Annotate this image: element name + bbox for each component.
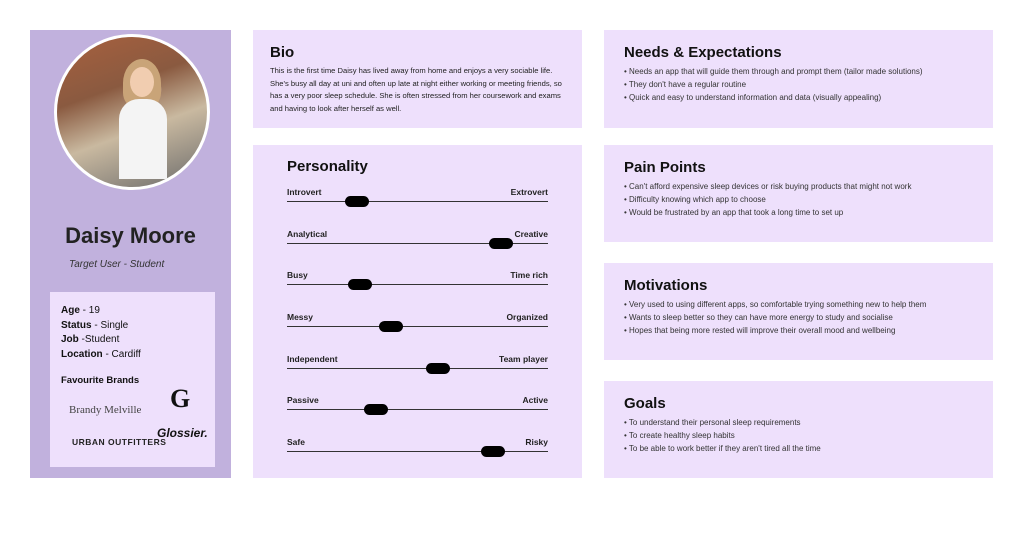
slider-track — [287, 409, 548, 410]
slider-thumb[interactable] — [489, 238, 513, 249]
list-item: • To understand their personal sleep requirements — [624, 416, 973, 429]
list-item: • Quick and easy to understand information and data (visually appealing) — [624, 91, 973, 104]
list-item: • Difficulty knowing which app to choose — [624, 193, 973, 206]
trait-right-label: Time rich — [510, 270, 548, 281]
list-item: • To be able to work better if they aren't tired all the time — [624, 442, 973, 455]
job-label: Job — [61, 334, 79, 345]
slider-thumb[interactable] — [364, 404, 388, 415]
goals-card — [604, 381, 993, 478]
slider-thumb[interactable] — [345, 196, 369, 207]
slider-thumb[interactable] — [481, 446, 505, 457]
persona-details — [50, 292, 215, 467]
trait-slider[interactable] — [287, 309, 548, 351]
trait-right-label: Extrovert — [510, 187, 548, 197]
slider-track — [287, 368, 548, 369]
slider-track — [287, 451, 548, 452]
persona-name: Daisy Moore — [65, 223, 196, 248]
trait-right-label: Active — [522, 395, 548, 406]
brand-logo-glossier: Glossier. — [157, 426, 208, 440]
trait-slider[interactable] — [287, 392, 548, 434]
status-label: Status — [61, 319, 92, 331]
list-item: • Can't afford expensive sleep devices or risk buying products that might not work — [624, 180, 973, 193]
list-item: • Hopes that being more rested will improve their overall mood and wellbeing — [624, 324, 973, 337]
trait-right-label: Risky — [525, 437, 548, 448]
trait-left-label: Analytical — [287, 228, 328, 239]
location-label: Location — [61, 348, 103, 360]
list-item: • Would be frustrated by an app that took a long time to set up — [624, 206, 973, 219]
trait-right-label: Organized — [506, 312, 548, 323]
trait-left-label: Independent — [287, 353, 338, 364]
list-item: • Needs an app that will guide them through and prompt them (tailor made solutions) — [624, 65, 973, 78]
trait-right-label: Team player — [499, 353, 548, 364]
trait-left-label: Introvert — [287, 187, 322, 197]
list-item: • They don't have a regular routine — [624, 78, 973, 91]
needs-card — [604, 30, 993, 128]
pain-points-card — [604, 145, 993, 242]
trait-left-label: Busy — [287, 270, 308, 281]
list-item: • Wants to sleep better so they can have more energy to study and socialise — [624, 311, 973, 324]
list-item: • To create healthy sleep habits — [624, 429, 973, 442]
list-item: • Very used to using different apps, so comfortable trying something new to help them — [624, 298, 973, 311]
bio-card — [253, 30, 582, 128]
profile-photo — [54, 34, 210, 190]
trait-left-label: Passive — [287, 395, 319, 406]
persona-role: Target User - Student — [69, 259, 165, 270]
trait-slider[interactable] — [287, 351, 548, 393]
brand-logo-brandy-melville: Brandy Melville — [69, 404, 142, 416]
trait-slider[interactable] — [287, 226, 548, 268]
profile-panel — [30, 30, 231, 478]
bio-title: Bio — [270, 44, 295, 61]
favourite-brands-label: Favourite Brands — [61, 375, 140, 386]
trait-slider[interactable] — [287, 434, 548, 476]
personality-card — [253, 145, 582, 478]
bio-text: This is the first time Daisy has lived away from home and enjoys a very sociable life. She's busy all day at uni and often up late at night either working or meeting friends, so has a very poor sleep schedule. She is often stressed from her coursework and exams and having to look after herself as well. — [270, 66, 562, 113]
brand-logo-urban-outfitters: URBAN OUTFITTERS — [72, 437, 167, 447]
glossier-g-icon: G — [170, 384, 191, 413]
trait-left-label: Messy — [287, 312, 313, 323]
motivations-list — [624, 298, 973, 337]
trait-slider[interactable] — [287, 267, 548, 309]
slider-thumb[interactable] — [379, 321, 403, 332]
pain-points-title: Pain Points — [624, 159, 706, 176]
trait-slider[interactable] — [287, 184, 548, 226]
personality-title: Personality — [287, 158, 368, 175]
slider-track — [287, 201, 548, 202]
location-value: - Cardiff — [102, 348, 141, 360]
slider-track — [287, 284, 548, 285]
pain-points-list — [624, 180, 973, 219]
goals-title: Goals — [624, 395, 666, 412]
slider-thumb[interactable] — [426, 363, 450, 374]
slider-track — [287, 326, 548, 327]
trait-left-label: Safe — [287, 437, 305, 448]
motivations-title: Motivations — [624, 277, 708, 294]
needs-title: Needs & Expectations — [624, 44, 782, 61]
needs-list — [624, 65, 973, 104]
status-value: - Single — [91, 319, 129, 331]
age-label: Age — [61, 305, 80, 316]
trait-right-label: Creative — [514, 228, 548, 239]
age-value: - 19 — [79, 305, 100, 316]
slider-thumb[interactable] — [348, 279, 372, 290]
job-value: -Student — [78, 334, 120, 345]
motivations-card — [604, 263, 993, 360]
goals-list — [624, 416, 973, 455]
